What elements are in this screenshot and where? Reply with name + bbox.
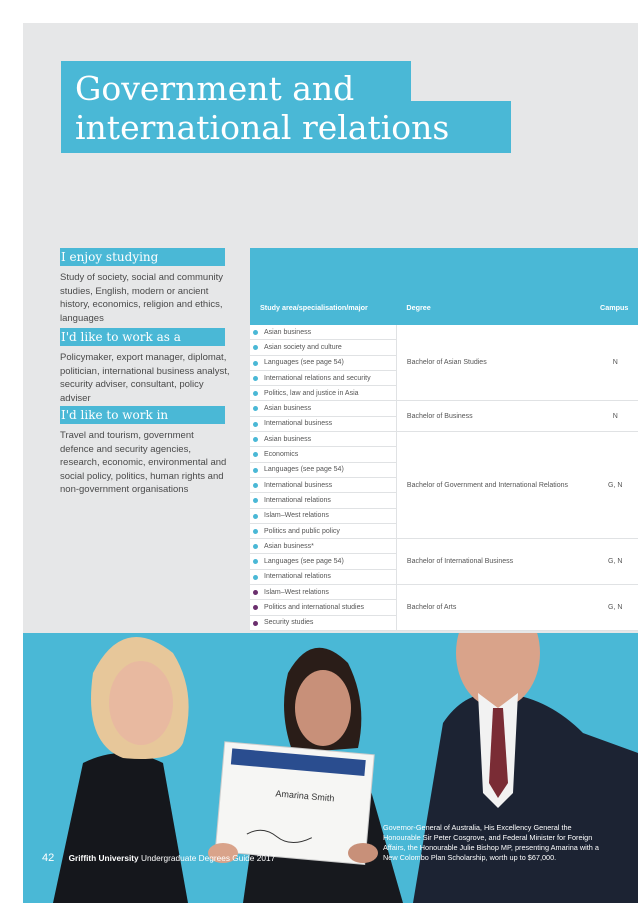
study-area-cell: [250, 615, 396, 630]
section-enjoy-studying: [60, 248, 225, 325]
bullet-dot-icon: [253, 391, 258, 396]
study-area-cell: [250, 508, 396, 523]
page-footer: [42, 852, 275, 864]
header-degree: Degree: [396, 248, 574, 325]
degrees-table: [250, 248, 638, 631]
study-area-cell: [250, 600, 396, 615]
study-area-cell: [250, 493, 396, 508]
study-area-label: Politics and international studies: [264, 603, 365, 611]
study-area-cell: [250, 539, 396, 554]
bullet-dot-icon: [253, 468, 258, 473]
bullet-dot-icon: [253, 406, 258, 411]
section-heading: I'd like to work in: [60, 406, 225, 424]
bullet-dot-icon: [253, 422, 258, 427]
study-area-cell: [250, 554, 396, 569]
study-area-label: Asian business: [264, 328, 312, 336]
bullet-dot-icon: [253, 361, 258, 366]
bullet-dot-icon: [253, 345, 258, 350]
study-area-label: Languages (see page 54): [264, 558, 344, 566]
study-area-cell: [250, 462, 396, 477]
degree-cell: Bachelor of Business: [396, 401, 574, 432]
study-area-cell: [250, 386, 396, 401]
table-body: [250, 325, 638, 630]
bullet-dot-icon: [253, 544, 258, 549]
study-area-label: Asian business: [264, 435, 312, 443]
section-body: Policymaker, export manager, diplomat, politician, international business analyst, security adviser, consultant, policy adviser: [60, 352, 230, 404]
bullet-dot-icon: [253, 498, 258, 503]
study-area-cell: [250, 523, 396, 538]
footer-university: Griffith University: [68, 853, 139, 863]
study-area-cell: [250, 585, 396, 600]
campus-cell: G, N: [574, 585, 638, 631]
section-work-in: [60, 406, 225, 497]
study-area-label: Asian business*: [264, 542, 314, 550]
photo-caption: Governor-General of Australia, His Excellency General the Honourable Sir Peter Cosgrove, and Federal Minister for Foreign Affairs, the Honourable Julie Bishop MP, presenting Amarina with a New Colombo Plan Scholarship, worth up to $67,000.: [383, 823, 599, 862]
study-area-label: Economics: [264, 451, 299, 459]
header-campus: Campus: [574, 248, 638, 325]
study-area-label: Security studies: [264, 619, 314, 627]
page-number: 42: [42, 852, 55, 864]
degree-cell: Bachelor of Arts: [396, 585, 574, 631]
study-area-label: International relations: [264, 573, 331, 581]
study-area-label: Islam–West relations: [264, 512, 329, 520]
degree-cell: Bachelor of Government and International Relations: [396, 432, 574, 539]
study-area-cell: [250, 401, 396, 416]
bullet-dot-icon: [253, 529, 258, 534]
campus-cell: G, N: [574, 432, 638, 539]
study-area-cell: [250, 432, 396, 447]
section-work-as: [60, 328, 230, 405]
section-heading: I'd like to work as a: [60, 328, 225, 346]
table-row: [250, 585, 638, 600]
table-row: [250, 432, 638, 447]
bullet-dot-icon: [253, 483, 258, 488]
degree-cell: Bachelor of International Business: [396, 539, 574, 585]
study-area-cell: [250, 416, 396, 431]
section-heading: I enjoy studying: [60, 248, 225, 266]
bullet-dot-icon: [253, 621, 258, 626]
certificate-name: Amarina Smith: [275, 788, 335, 804]
bullet-dot-icon: [253, 605, 258, 610]
study-area-cell: [250, 569, 396, 584]
campus-cell: N: [574, 325, 638, 401]
study-area-cell: [250, 340, 396, 355]
table-row: [250, 401, 638, 416]
page-title: Government and international relations: [75, 69, 450, 147]
study-area-label: Politics, law and justice in Asia: [264, 389, 359, 397]
study-area-label: International relations: [264, 496, 331, 504]
study-area-cell: [250, 355, 396, 370]
study-area-label: Languages (see page 54): [264, 466, 344, 474]
degree-cell: Bachelor of Asian Studies: [396, 325, 574, 401]
bullet-dot-icon: [253, 437, 258, 442]
bullet-dot-icon: [253, 559, 258, 564]
bullet-dot-icon: [253, 452, 258, 457]
study-area-cell: [250, 477, 396, 492]
campus-cell: N: [574, 401, 638, 432]
section-body: Study of society, social and community studies, English, modern or ancient history, economics, religion and ethics, languages: [60, 272, 223, 324]
bullet-dot-icon: [253, 575, 258, 580]
study-area-label: Politics and public policy: [264, 527, 340, 535]
bullet-dot-icon: [253, 376, 258, 381]
study-area-cell: [250, 325, 396, 340]
study-area-label: Languages (see page 54): [264, 359, 344, 367]
table-row: [250, 325, 638, 340]
table-header-row: [250, 248, 638, 325]
study-area-label: International business: [264, 481, 333, 489]
bullet-dot-icon: [253, 514, 258, 519]
study-area-label: Asian business: [264, 405, 312, 413]
section-body: Travel and tourism, government defence and security agencies, research, economic, environmental and social policy, politics, human rights and non-government organisations: [60, 430, 227, 495]
study-area-label: International business: [264, 420, 333, 428]
table-row: [250, 539, 638, 554]
campus-cell: G, N: [574, 539, 638, 585]
header-study-area: Study area/specialisation/major: [250, 248, 396, 325]
footer-guide: Undergraduate Degrees Guide 2017: [140, 853, 276, 863]
study-area-cell: [250, 447, 396, 462]
bullet-dot-icon: [253, 590, 258, 595]
study-area-label: Islam–West relations: [264, 588, 329, 596]
study-area-label: Asian society and culture: [264, 343, 342, 351]
bullet-dot-icon: [253, 330, 258, 335]
page: [23, 23, 638, 903]
study-area-cell: [250, 370, 396, 385]
study-area-label: International relations and security: [264, 374, 371, 382]
